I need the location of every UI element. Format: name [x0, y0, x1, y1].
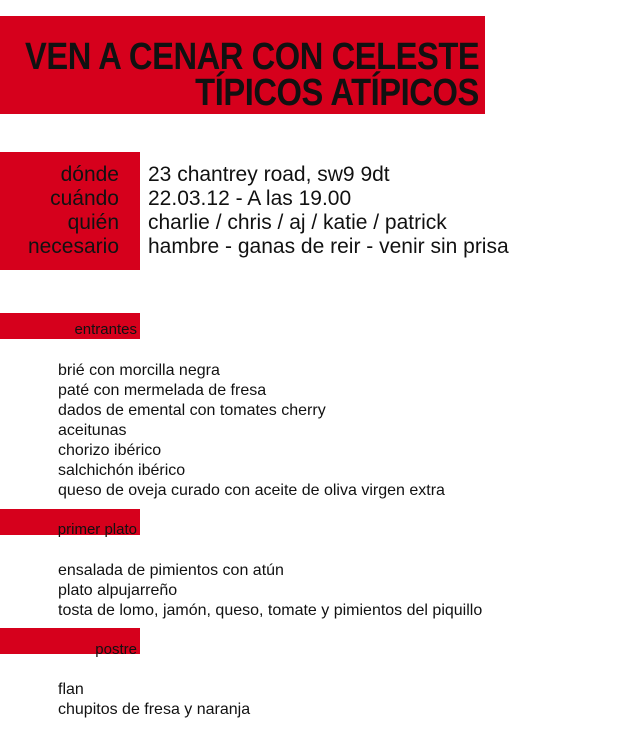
list-item: salchichón ibérico — [58, 462, 186, 479]
list-item: flan — [58, 681, 84, 698]
list-item: queso de oveja curado con aceite de oliva virgen extra — [58, 482, 445, 499]
detail-value-necesario: hambre - ganas de reir - venir sin prisa — [148, 235, 509, 258]
page-subtitle: TÍPICOS ATÍPICOS — [195, 72, 479, 114]
menu-list-entrantes — [58, 361, 445, 501]
list-item: plato alpujarreño — [58, 582, 178, 599]
section-title-postre: postre — [95, 641, 137, 658]
detail-value-cuando: 22.03.12 - A las 19.00 — [148, 187, 352, 210]
detail-label-cuando: cuándo — [50, 187, 119, 210]
list-item: brié con morcilla negra — [58, 362, 220, 379]
detail-value-donde: 23 chantrey road, sw9 9dt — [148, 163, 390, 186]
list-item: aceitunas — [58, 422, 127, 439]
menu-list-primer-plato — [58, 561, 482, 621]
page-title: VEN A CENAR CON CELESTE — [24, 36, 479, 78]
section-title-entrantes: entrantes — [74, 321, 137, 338]
detail-value-quien: charlie / chris / aj / katie / patrick — [148, 211, 447, 234]
section-title-primer-plato: primer plato — [57, 521, 137, 538]
menu-list-postre — [58, 680, 250, 720]
title-banner — [0, 16, 485, 114]
list-item: ensalada de pimientos con atún — [58, 562, 284, 579]
detail-label-necesario: necesario — [27, 235, 119, 258]
detail-label-donde: dónde — [60, 163, 119, 186]
detail-label-quien: quién — [67, 211, 119, 234]
list-item: chorizo ibérico — [58, 442, 162, 459]
list-item: chupitos de fresa y naranja — [58, 701, 251, 718]
list-item: paté con mermelada de fresa — [58, 382, 267, 399]
list-item: tosta de lomo, jamón, queso, tomate y pimientos del piquillo — [58, 602, 483, 619]
list-item: dados de emental con tomates cherry — [58, 402, 326, 419]
